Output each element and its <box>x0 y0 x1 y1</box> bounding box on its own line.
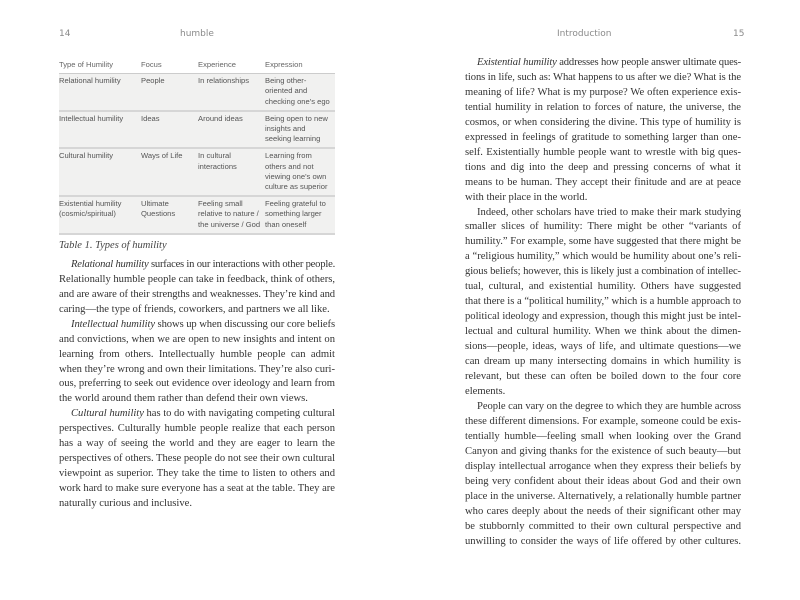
line-text: tions in life, such as: What happens to us after we die? What is the <box>465 71 741 83</box>
line-content <box>465 101 741 116</box>
text-line <box>465 430 741 445</box>
line-content <box>465 310 741 325</box>
text-line <box>465 415 741 430</box>
text-line <box>59 348 335 363</box>
text-line <box>59 407 335 422</box>
table-cell: Feeling grateful to something larger than oneself <box>265 196 335 234</box>
line-content <box>465 131 741 146</box>
line-text: being very confident about their ideas about God and their own <box>465 475 741 487</box>
line-content <box>465 220 741 235</box>
line-content <box>465 161 741 176</box>
line-content <box>59 392 308 407</box>
line-content <box>465 460 741 475</box>
line-content <box>465 535 741 550</box>
line-content <box>59 363 335 378</box>
line-text: be stubbornly committed to their own cultural perspective and <box>465 520 741 532</box>
text-line <box>59 482 335 497</box>
italic-term: Relational humility <box>71 258 149 270</box>
text-line <box>59 318 335 333</box>
text-line <box>465 385 741 400</box>
text-line <box>465 505 741 520</box>
text-line <box>465 445 741 460</box>
line-text: a “religious humility,” which would be humility about one’s reli- <box>465 251 741 263</box>
table-cell: Learning from others and not viewing one's own culture as superior <box>265 148 335 196</box>
italic-term: Intellectual humility <box>71 318 155 330</box>
line-text: viewpoint as superior. They take the time to listen to others and <box>59 468 335 480</box>
text-line <box>465 520 741 535</box>
text-line <box>59 333 335 348</box>
line-content <box>59 333 335 348</box>
line-text: perspectives of others. These people do not see their own cultural <box>59 453 335 465</box>
line-text: place in the universe. Alternatively, a relationally humble partner <box>465 490 741 502</box>
text-line <box>59 422 335 437</box>
body-text <box>465 56 741 549</box>
text-line <box>465 280 741 295</box>
text-line <box>59 377 335 392</box>
running-head: humble <box>180 29 214 39</box>
text-line <box>465 400 741 415</box>
text-line <box>59 363 335 378</box>
text-line <box>465 295 741 310</box>
right-column <box>465 56 741 549</box>
table-cell: In relationships <box>198 74 265 111</box>
line-content <box>59 482 335 497</box>
running-head: Introduction <box>557 29 612 39</box>
line-text: expressed in feelings of gratitude to something larger than one- <box>465 131 741 143</box>
line-content <box>59 303 330 318</box>
line-text: relevant, but these can often be boiled down to the four core <box>465 371 741 383</box>
line-text: can dream up many intersecting domains in which humility is <box>465 356 741 368</box>
text-line <box>59 288 335 303</box>
text-line <box>59 497 335 512</box>
line-text: has a way of seeing the world and they are eager to learn the <box>59 438 335 450</box>
table-cell: Around ideas <box>198 111 265 149</box>
line-content <box>465 505 741 520</box>
line-content <box>465 370 741 385</box>
line-content <box>465 520 741 535</box>
paragraph <box>59 258 335 318</box>
line-text: shows up when discussing our core beliefs <box>154 318 335 330</box>
line-content <box>465 340 741 355</box>
line-content <box>465 430 741 445</box>
text-line <box>465 146 741 161</box>
humility-types-table <box>59 58 335 235</box>
line-text: cosmos, or when considering the divine. This type of humility is <box>465 116 741 128</box>
column-header: Expression <box>265 58 335 74</box>
paragraph <box>465 400 741 550</box>
line-text: meaning of life? What is my purpose? We often experience exis- <box>465 86 741 98</box>
line-text: unwilling to consider the ways of life offered by other cultures. <box>465 535 741 547</box>
paragraph <box>465 56 741 206</box>
line-text: naturally curious and inclusive. <box>59 498 192 510</box>
line-text: political ideology and expression, though this might just be intel- <box>465 311 741 323</box>
table-row <box>59 111 335 149</box>
line-text: and are aware of their strengths and weaknesses. They’re kind and <box>59 288 335 300</box>
table-cell: Cultural humility <box>59 148 141 196</box>
table-cell: In cultural interactions <box>198 148 265 196</box>
text-line <box>465 535 741 550</box>
right-page <box>400 0 800 600</box>
text-line <box>465 475 741 490</box>
text-line <box>465 86 741 101</box>
line-text: ous, preferring to seek out evidence over ideology and learn from <box>59 378 335 390</box>
line-text: perspectives. Culturally humble people realize that each person <box>59 423 335 435</box>
table-cell: Being other-oriented and checking one's ego <box>265 74 335 111</box>
line-text: addresses how people answer ultimate ques- <box>556 57 741 68</box>
line-text: work hard to make sure everyone has a seat at the table. They are <box>59 483 335 495</box>
line-content <box>465 235 741 250</box>
line-content <box>465 415 741 430</box>
line-content <box>465 146 741 161</box>
text-line <box>465 490 741 505</box>
text-line <box>465 56 741 71</box>
text-line <box>465 265 741 280</box>
paragraph <box>465 206 741 400</box>
line-content <box>71 318 335 333</box>
line-content <box>59 348 335 363</box>
line-text: People can vary on the degree to which they are humble across <box>477 400 741 412</box>
text-line <box>465 206 741 221</box>
text-line <box>59 467 335 482</box>
column-header: Experience <box>198 58 265 74</box>
text-line <box>465 116 741 131</box>
line-text: and convictions, when we are open to new insights and intent on <box>59 333 335 345</box>
paragraph <box>59 318 335 408</box>
text-line <box>59 273 335 288</box>
text-line <box>465 131 741 146</box>
line-text: means to be human. They accept their finitude and are at peace <box>465 176 741 188</box>
line-text: has to do with navigating competing cultural <box>143 408 335 420</box>
text-line <box>59 258 335 273</box>
text-line <box>59 392 335 407</box>
line-text: caring—the type of friends, coworkers, and partners we all like. <box>59 303 330 315</box>
line-content <box>465 490 741 505</box>
page-number: 15 <box>733 29 745 39</box>
text-line <box>465 71 741 86</box>
line-content <box>465 191 587 206</box>
line-text: when they’re wrong and own their limitations. They’re also curi- <box>59 363 335 375</box>
line-text: lectual and cultural humility. When we think about the dimen- <box>465 326 741 338</box>
line-text: gious beliefs; however, this is likely just a combination of intellec- <box>465 266 741 278</box>
line-content <box>465 265 741 280</box>
line-text: tentially humble—feeling small when looking over the Grand <box>465 430 741 442</box>
table-header-row <box>59 58 335 74</box>
table-cell: Ideas <box>141 111 198 149</box>
text-line <box>465 250 741 265</box>
line-content <box>59 288 335 303</box>
left-column <box>59 58 335 512</box>
line-text: who cares deeply about the needs of their significant other may <box>465 505 741 517</box>
table-cell: People <box>141 74 198 111</box>
line-text: Relationally humble people can take in feedback, think of others, <box>59 273 335 285</box>
paragraph <box>59 407 335 512</box>
table-caption: Table 1. Types of humility <box>59 239 167 251</box>
line-content <box>477 56 741 71</box>
table-cell: Being open to new insights and seeking learning <box>265 111 335 149</box>
line-text: that there is a “political humility,” which is a humble approach to <box>465 296 741 308</box>
line-text: display intellectual arrogance when they express their beliefs by <box>465 460 741 472</box>
line-content <box>465 295 741 310</box>
line-text: with their place in the world. <box>465 191 588 203</box>
line-content <box>465 116 741 131</box>
line-text: humility.” For example, some have suggested that there might be <box>465 236 741 248</box>
text-line <box>465 235 741 250</box>
italic-term: Existential humility <box>477 57 557 68</box>
line-content <box>59 452 335 467</box>
line-text: surfaces in our interactions with other people. <box>148 258 335 270</box>
text-line <box>465 101 741 116</box>
line-content <box>59 422 335 437</box>
text-line <box>59 452 335 467</box>
line-text: tual, cultural, and existential humility. Others have suggested <box>465 281 741 293</box>
line-content <box>465 86 741 101</box>
line-content <box>59 497 192 512</box>
text-line <box>465 340 741 355</box>
table-row <box>59 148 335 196</box>
text-line <box>465 460 741 475</box>
column-header: Focus <box>141 58 198 74</box>
line-content <box>477 400 741 415</box>
page-number: 14 <box>59 29 71 39</box>
line-content <box>59 437 335 452</box>
text-line <box>465 325 741 340</box>
line-content <box>477 206 741 221</box>
line-content <box>465 250 741 265</box>
line-content <box>59 467 335 482</box>
body-text <box>59 258 335 512</box>
table-cell: Feeling small relative to nature / the universe / God <box>198 196 265 234</box>
text-line <box>59 437 335 452</box>
text-line <box>465 176 741 191</box>
line-text: the world around them rather than defend their own views. <box>59 393 308 405</box>
line-text: elements. <box>465 385 506 397</box>
text-line <box>59 303 335 318</box>
line-text: sions—people, ideas, ways of life, and ultimate questions—we <box>465 341 741 353</box>
line-content <box>465 71 741 86</box>
line-text: Canyon and giving thanks for the existence of such beauty—but <box>465 445 741 457</box>
table-cell: Existential humility (cosmic/spiritual) <box>59 196 141 234</box>
line-text: self. Existentially humble people want to wrestle with big ques- <box>465 146 741 158</box>
line-text: tions and dig into the deep and pressing concerns of what it <box>465 161 741 173</box>
italic-term: Cultural humility <box>71 408 144 420</box>
table-cell: Ultimate Questions <box>141 196 198 234</box>
table-cell: Intellectual humility <box>59 111 141 149</box>
line-content <box>465 325 741 340</box>
line-text: smaller slices of humility: There might be other “variants of <box>465 221 741 233</box>
line-content <box>71 258 335 273</box>
line-content <box>465 475 741 490</box>
line-content <box>465 176 741 191</box>
line-content <box>465 385 505 400</box>
text-line <box>465 310 741 325</box>
text-line <box>465 191 741 206</box>
text-line <box>465 355 741 370</box>
line-text: Indeed, other scholars have tried to make their mark studying <box>477 206 741 218</box>
line-content <box>71 407 335 422</box>
column-header: Type of Humility <box>59 58 141 74</box>
table-cell: Relational humility <box>59 74 141 111</box>
text-line <box>465 370 741 385</box>
table-cell: Ways of Life <box>141 148 198 196</box>
line-content <box>59 273 335 288</box>
text-line <box>465 220 741 235</box>
line-content <box>465 355 741 370</box>
line-text: tential humility in relation to forces of nature, the universe, the <box>465 101 741 113</box>
line-text: learning from others. Intellectually humble people can admit <box>59 348 335 360</box>
line-content <box>465 445 741 460</box>
table-row <box>59 74 335 111</box>
line-content <box>465 280 741 295</box>
line-text: these different dimensions. For example, someone could be exis- <box>465 415 741 427</box>
text-line <box>465 161 741 176</box>
line-content <box>59 377 335 392</box>
table-row <box>59 196 335 234</box>
